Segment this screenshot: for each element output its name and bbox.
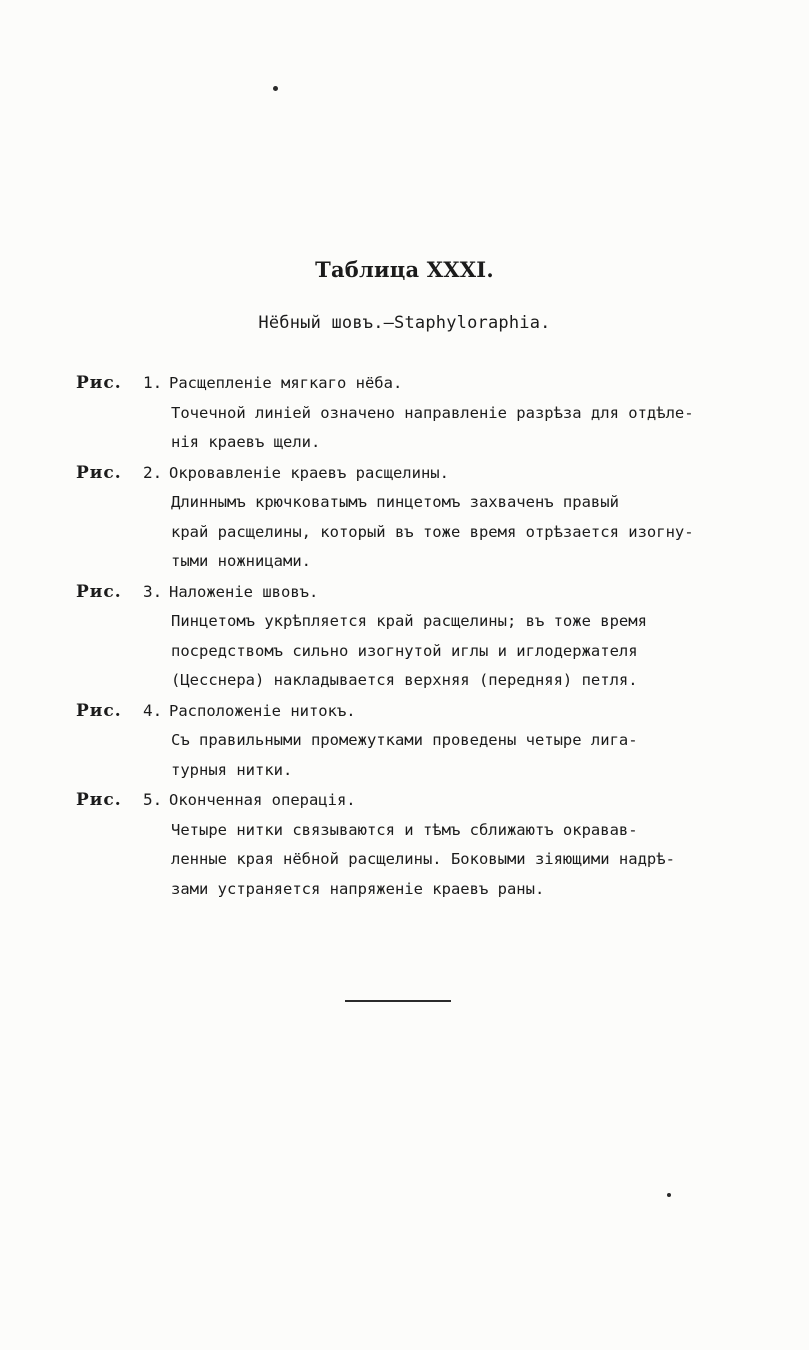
figure-number: 5. <box>143 790 163 809</box>
table-title: Таблица XXXI. <box>315 257 494 282</box>
description-line: Съ правильными промежутками проведены четыре лига- <box>171 731 638 749</box>
figure-entry-head <box>76 577 736 608</box>
description-line: зами устраняется напряженіе краевъ раны. <box>171 879 545 898</box>
figure-list <box>76 368 736 904</box>
figure-number: 2. <box>143 462 163 482</box>
figure-caption: Расположеніе нитокъ. <box>169 701 356 720</box>
description-line: нія краевъ щели. <box>171 433 321 451</box>
figure-entry-3 <box>76 577 736 696</box>
figure-description <box>171 816 736 905</box>
figure-entry-head <box>76 785 736 816</box>
description-line: тыми ножницами. <box>171 552 311 570</box>
description-line: посредствомъ сильно изогнутой иглы и иглодержателя <box>171 641 638 660</box>
figure-entry-head <box>76 458 736 489</box>
figure-entry-1 <box>76 368 736 458</box>
figure-entry-4 <box>76 696 736 786</box>
figure-caption: Наложеніе швовъ. <box>169 582 319 601</box>
figure-number: 3. <box>143 581 163 601</box>
figure-entry-5 <box>76 785 736 904</box>
description-line: (Цесснера) накладывается верхняя (передняя) петля. <box>171 671 638 689</box>
figure-description <box>171 726 736 785</box>
description-line: турныя нитки. <box>171 760 293 779</box>
figure-entry-head <box>76 696 736 727</box>
description-line: Длиннымъ крючковатымъ пинцетомъ захваченъ правый <box>171 493 619 511</box>
description-line: Точечной линіей означено направленіе разрѣза для отдѣле- <box>171 403 694 422</box>
figure-caption: Окровавленіе краевъ расщелины. <box>169 463 449 482</box>
table-subtitle: Нёбный шовъ.—Staphylorаphia. <box>258 313 551 333</box>
figure-label: Рис. <box>76 700 122 721</box>
figure-entry-2 <box>76 458 736 577</box>
ink-speck <box>667 1193 671 1197</box>
ink-speck <box>273 86 278 91</box>
figure-description <box>171 488 736 577</box>
figure-caption: Оконченная операція. <box>169 791 356 809</box>
figure-label: Рис. <box>76 790 122 810</box>
description-line: Пинцетомъ укрѣпляется край расщелины; въ тоже время <box>171 612 647 630</box>
figure-entry-head <box>76 368 736 399</box>
figure-label: Рис. <box>76 581 122 602</box>
figure-number: 1. <box>143 373 163 392</box>
figure-label: Рис. <box>76 462 122 483</box>
description-line: край расщелины, который въ тоже время отрѣзается изогну- <box>171 522 694 541</box>
figure-description <box>171 399 736 458</box>
figure-label: Рис. <box>76 373 122 393</box>
description-line: Четыре нитки связываются и тѣмъ сближаютъ окравав- <box>171 820 638 839</box>
figure-caption: Расщепленіе мягкаго нёба. <box>169 374 403 392</box>
figure-number: 4. <box>143 700 163 720</box>
figure-description <box>171 607 736 696</box>
closing-rule <box>345 1000 451 1002</box>
description-line: ленные края нёбной расщелины. Боковыми зіяющими надрѣ- <box>171 850 675 868</box>
